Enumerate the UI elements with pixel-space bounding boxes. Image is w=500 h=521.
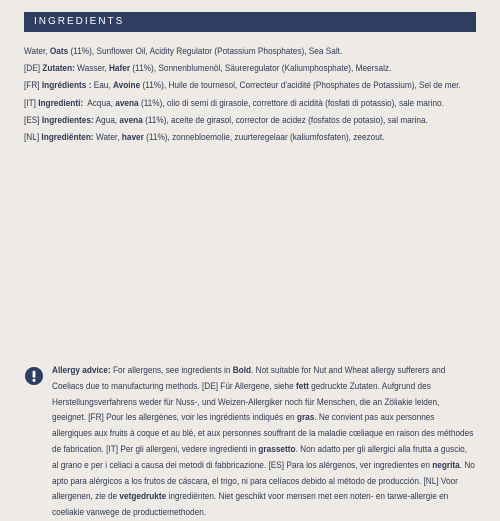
text: Acqua,	[83, 97, 116, 109]
text: Water,	[93, 132, 122, 144]
text: Eau,	[91, 80, 113, 92]
label-bold: Ingrediënten:	[41, 132, 94, 144]
text: (11%), zonnebloemolie, zuurteregelaar (kaliumfosfaten), zeezout.	[143, 132, 385, 144]
text: (11%), Sunflower Oil, Acidity Regulator (Potassium Phosphates), Sea Salt.	[68, 46, 343, 57]
ingredients-header-title: INGREDIENTS	[34, 16, 125, 27]
text: ingrediënten. Niet geschikt voor mensen met een noten- en tarwe-allergie en coeliakie vanwege de productiemethoden.	[52, 491, 449, 519]
allergen-bold: Hafer	[108, 63, 131, 75]
text: . Non adatto per gli allergici alla frutta a guscio, al grano e per i celiaci a causa dei metodi di fabbricazione. [ES] Para los alérgenos, ver ingredientes en	[52, 443, 468, 471]
ingredients-list	[24, 43, 480, 146]
text: . Not suitable for Nut and Wheat allergy sufferers and Coeliacs due to manufacturing methods. [DE] Für Allergene, siehe	[52, 365, 446, 392]
text: [DE]	[24, 63, 43, 75]
ingredients-header	[24, 12, 476, 32]
text: (11%), Sonnenblumenöl, Säureregulator (Kaliumphosphate), Meersalz.	[130, 63, 392, 75]
text: For allergens, see ingredients in	[110, 365, 233, 376]
bold-word: gras	[296, 412, 315, 424]
ingredients-nl	[24, 129, 480, 146]
text: (11%), olio di semi di girasole, correttore di acidità (fosfati di potassio), sale marino.	[138, 97, 444, 109]
label-bold: Ingredienti:	[38, 97, 84, 109]
allergy-advice	[52, 363, 475, 521]
ingredients-en	[24, 43, 480, 60]
bold-word: negrita	[432, 459, 460, 471]
allergy-advice-label: Allergy advice:	[52, 365, 111, 376]
ingredients-fr	[24, 77, 480, 94]
text: [FR]	[24, 80, 42, 92]
text: . No apto para alérgicos a los frutos de cáscara, el trigo, ni para celíacos debido al método de producción. [NL] Voor allergenen, zie de	[52, 459, 475, 503]
ingredients-es	[24, 112, 480, 129]
text: [ES]	[24, 114, 42, 126]
text: gedruckte Zutaten. Aufgrund des Herstellungsverfahrens weder für Nuss-, und Weizen-Allergiker noch für Menschen, die an Zöliakie leiden, geeignet. [FR] Pour les allergènes, voir les ingrédients indiqués en	[52, 380, 440, 424]
text: (11%), Huile de tournesol, Correcteur d'acidité (Phosphates de Potassium), Sel de mer.	[140, 80, 461, 92]
text: [NL]	[24, 132, 42, 144]
bold-word: vetgedrukte	[119, 491, 167, 503]
allergen-bold: haver	[121, 132, 144, 144]
text: Wasser,	[74, 63, 109, 75]
allergen-bold: Avoine	[112, 80, 141, 92]
label-bold: Zutaten:	[42, 63, 75, 75]
label-bold: Ingredientes:	[41, 114, 94, 126]
ingredients-it	[24, 95, 480, 112]
text: Water,	[24, 46, 50, 57]
text: (11%), aceite de girasol, corrector de acidez (fosfatos de potasio), sal marina.	[142, 114, 428, 126]
allergen-bold: avena	[115, 97, 139, 109]
bold-word: Bold	[232, 365, 252, 376]
allergen-bold: avena	[119, 114, 143, 126]
bold-word: fett	[295, 380, 309, 392]
label-bold: Ingrédients :	[41, 80, 92, 92]
bold-word: grassetto	[258, 443, 296, 455]
text: [IT]	[24, 97, 39, 109]
text: Agua,	[93, 114, 120, 126]
text: . Ne convient pas aux personnes allergiques aux fruits à coque et au blé, et aux personnes souffrant de la maladie cœliaque en raison des méthodes de fabrication. [IT] Per gli allergeni, vedere ingredienti in	[52, 412, 474, 455]
exclamation-icon	[25, 367, 43, 385]
allergen-bold: Oats	[49, 46, 69, 57]
allergy-advice-text	[52, 363, 475, 521]
ingredients-de	[24, 60, 480, 77]
